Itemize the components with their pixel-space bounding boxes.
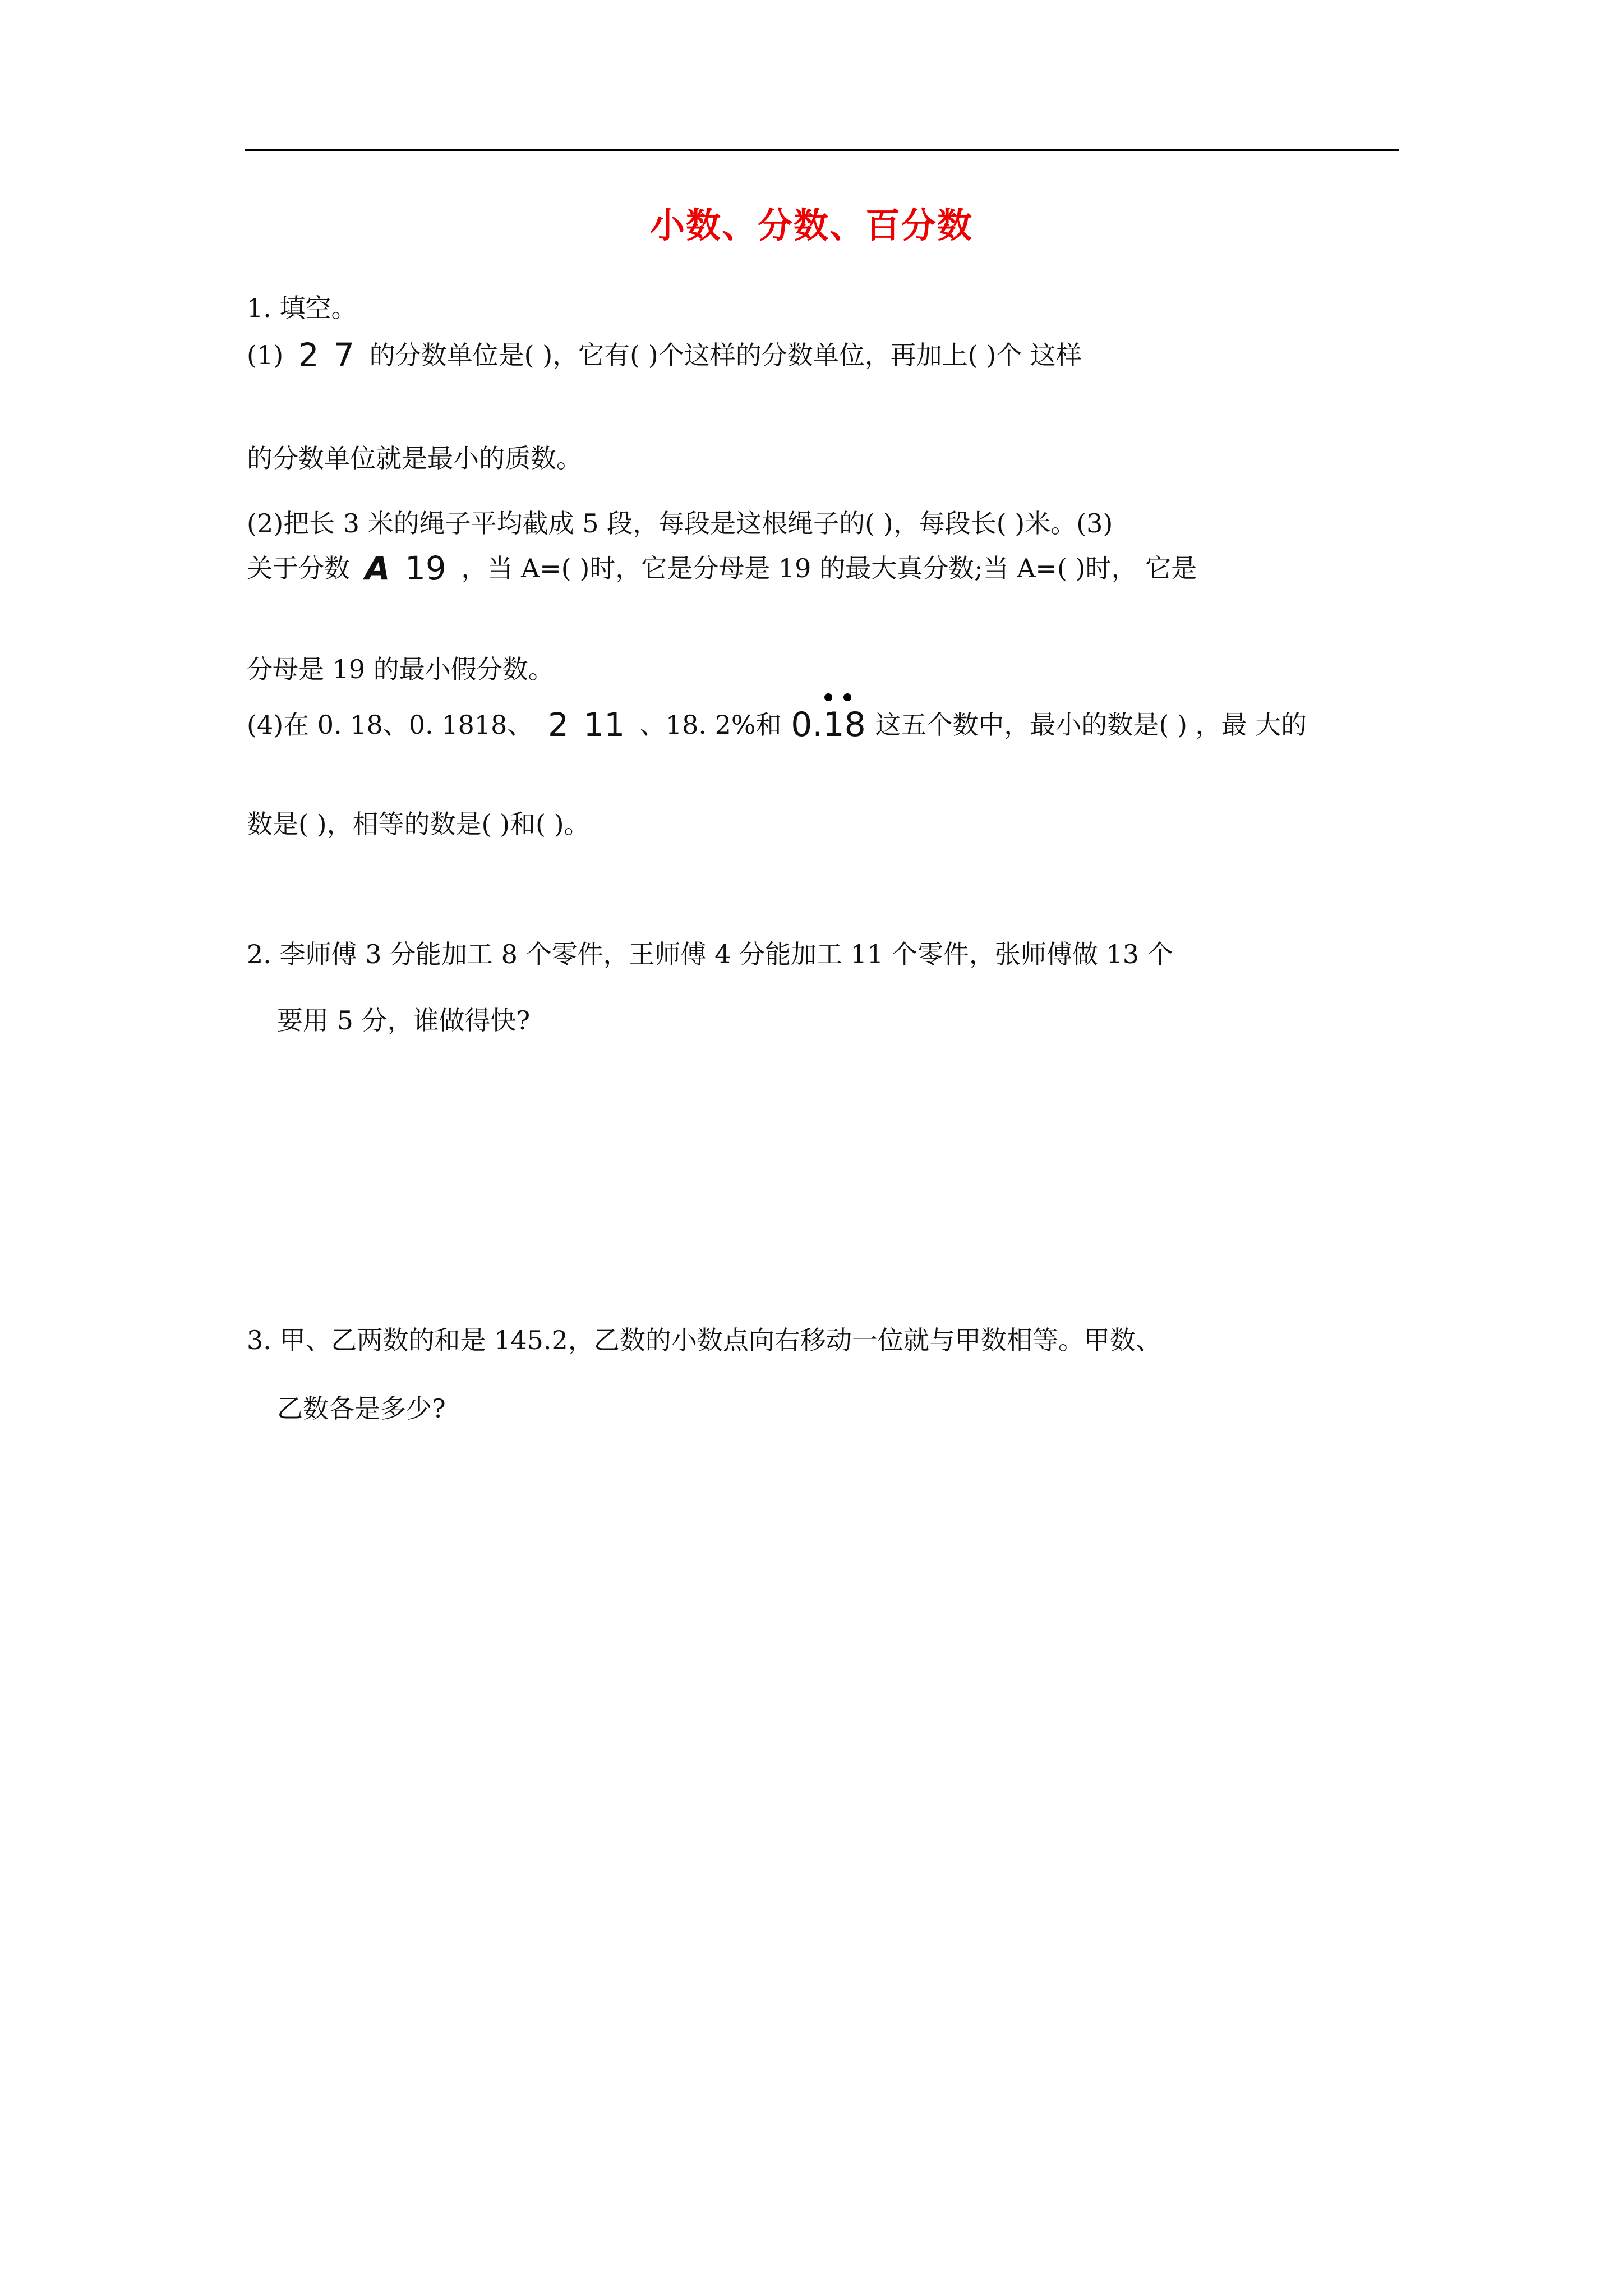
repeat-dot — [843, 693, 851, 701]
q1p3-prefix: 关于分数 — [247, 553, 350, 583]
q1-heading-text: 1. 填空。 — [247, 293, 357, 323]
q1p4-mid: 、18. 2%和 — [639, 710, 782, 740]
fraction-a-19 — [363, 549, 449, 587]
fraction-2-7 — [296, 336, 357, 374]
q2-text: 2. 李师傅 3 分能加工 8 个零件，王师傅 4 分能加工 11 个零件，张师傅做 13 个 — [247, 939, 1173, 969]
fraction-numerator: 2 — [548, 706, 569, 744]
q1p4-line2-text: 数是( )，相等的数是( )和( )。 — [247, 809, 590, 839]
q1p4-prefix: (4)在 0. 18、0. 1818、 — [247, 710, 533, 740]
q1-part3-line1 — [247, 549, 1197, 587]
q1p1-text: 的分数单位是( )，它有( )个这样的分数单位，再加上( )个 这样 — [369, 340, 1082, 370]
fraction-2-11 — [546, 706, 627, 744]
fraction-denominator: 7 — [334, 336, 355, 374]
q1-part4-line1 — [247, 705, 1307, 744]
q1p2-text: (2)把长 3 米的绳子平均截成 5 段，每段是这根绳子的( )，每段长( )米。(3) — [247, 508, 1113, 539]
q3-text-2: 乙数各是多少? — [277, 1393, 446, 1424]
q1-heading — [247, 293, 357, 321]
q1-part3-line2 — [247, 654, 554, 682]
q1-part1-line1 — [247, 336, 1082, 374]
fraction-denominator: 19 — [404, 549, 446, 587]
fraction-numerator: A — [365, 549, 390, 587]
q2-line2 — [277, 1005, 531, 1036]
q2-text-2: 要用 5 分，谁做得快? — [277, 1005, 531, 1036]
repeating-decimal-text: 0.18 — [791, 705, 866, 744]
q2-line1 — [247, 939, 1173, 967]
q1-part1-line2 — [247, 443, 582, 471]
q3-text: 3. 甲、乙两数的和是 145.2，乙数的小数点向右移动一位就与甲数相等。甲数、 — [247, 1325, 1161, 1355]
header-rule — [245, 149, 1399, 151]
fraction-denominator: 11 — [583, 706, 625, 744]
fraction-numerator: 2 — [298, 336, 319, 374]
q1p3-line2-text: 分母是 19 的最小假分数。 — [247, 654, 554, 684]
q3-line2 — [277, 1393, 446, 1424]
q1-part4-line2 — [247, 809, 590, 837]
q1p1-line2-text: 的分数单位就是最小的质数。 — [247, 443, 582, 473]
repeat-dot — [824, 693, 832, 701]
repeating-decimal — [791, 705, 866, 744]
q1-part2-line — [247, 508, 1113, 539]
q3-line1 — [247, 1325, 1161, 1353]
q1p1-prefix: (1) — [247, 340, 284, 370]
q1p4-text: 这五个数中，最小的数是( ) ，最 大的 — [875, 710, 1307, 740]
page-title: 小数、分数、百分数 — [649, 205, 973, 246]
q1p3-text: ，当 A=( )时，它是分母是 19 的最大真分数;当 A=( )时， 它是 — [461, 553, 1197, 583]
